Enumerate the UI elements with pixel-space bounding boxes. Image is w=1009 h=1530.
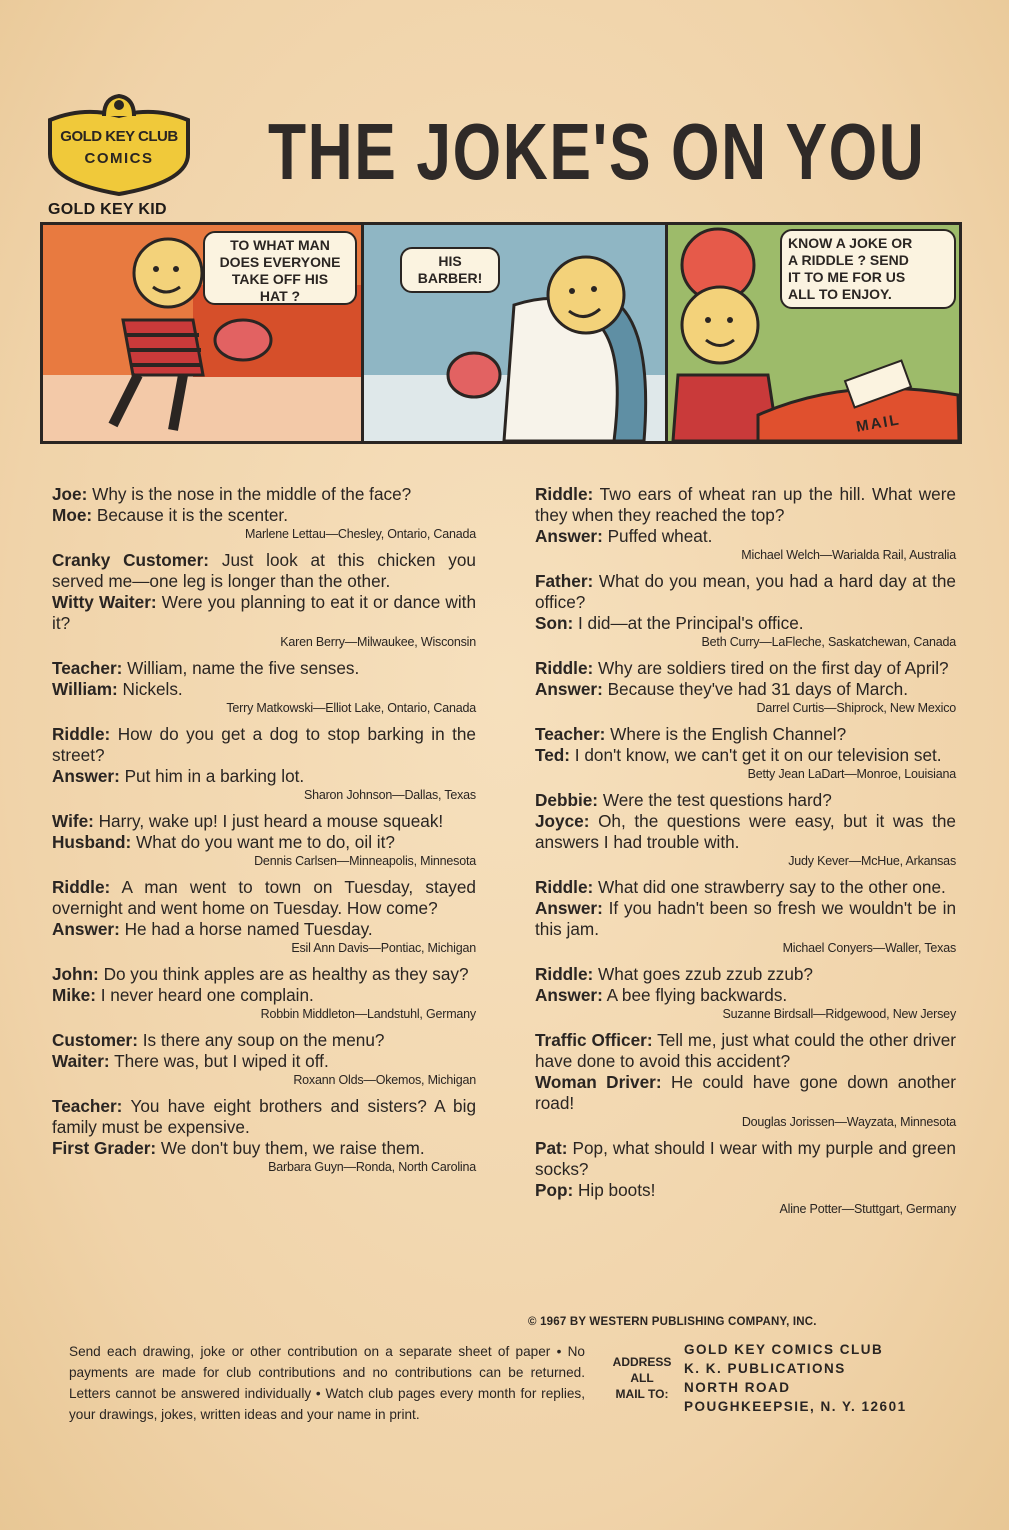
speaker-label: Witty Waiter: <box>52 592 157 612</box>
contributor-credit: Karen Berry—Milwaukee, Wisconsin <box>280 635 476 649</box>
jokes-column-left <box>52 484 476 1183</box>
address-line: K. K. PUBLICATIONS <box>684 1361 846 1376</box>
address-label-line: MAIL TO: <box>615 1387 669 1401</box>
joke-line <box>52 658 476 679</box>
address-line: GOLD KEY COMICS CLUB <box>684 1342 884 1357</box>
speaker-label: Riddle: <box>535 964 594 984</box>
joke-text: Oh, the questions were easy, but it was the answers I had trouble with. <box>535 811 956 852</box>
joke-line <box>52 964 476 985</box>
speaker-label: Ted: <box>535 745 571 765</box>
speaker-label: Answer: <box>535 679 603 699</box>
joke-entry <box>535 1030 956 1130</box>
joke-line <box>52 985 476 1006</box>
joke-text: I don't know, we can't get it on our television set. <box>574 745 942 765</box>
joke-line <box>535 877 956 898</box>
joke-line <box>535 964 956 985</box>
joke-line <box>52 505 476 526</box>
joke-line <box>52 484 476 505</box>
address-line: NORTH ROAD <box>684 1380 791 1395</box>
speaker-label: Waiter: <box>52 1051 110 1071</box>
joke-text: He could have gone down another road! <box>535 1072 957 1113</box>
speaker-label: Cranky Customer: <box>52 550 210 570</box>
joke-text: Is there any soup on the menu? <box>142 1030 385 1050</box>
speaker-label: Father: <box>535 571 594 591</box>
joke-text: How do you get a dog to stop barking in the street? <box>52 724 476 765</box>
contributor-credit: Michael Welch—Warialda Rail, Australia <box>741 548 956 562</box>
joke-text: What do you want me to do, oil it? <box>136 832 395 852</box>
mailbox-label: MAIL <box>854 411 902 436</box>
joke-entry <box>535 1138 956 1217</box>
speaker-label: Riddle: <box>52 724 111 744</box>
joke-text: There was, but I wiped it off. <box>114 1051 329 1071</box>
joke-entry <box>52 550 476 650</box>
speaker-label: Answer: <box>52 766 120 786</box>
speaker-label: Answer: <box>535 526 603 546</box>
joke-entry <box>52 811 476 869</box>
contributor-credit: Terry Matkowski—Elliot Lake, Ontario, Canada <box>226 701 476 715</box>
speaker-label: Traffic Officer: <box>535 1030 653 1050</box>
joke-text: I did—at the Principal's office. <box>577 613 804 633</box>
speaker-label: Answer: <box>535 898 603 918</box>
contributor-credit: Esil Ann Davis—Pontiac, Michigan <box>291 941 476 955</box>
comic-panel-3 <box>668 225 959 441</box>
joke-text: Why are soldiers tired on the first day of April? <box>598 658 949 678</box>
speaker-label: Son: <box>535 613 574 633</box>
speaker-label: Mike: <box>52 985 96 1005</box>
submission-instructions: Send each drawing, joke or other contribution on a separate sheet of paper • No payments are made for club contributions and no contributions can be returned. Letters cannot be answered individually • Watch club pages every month for replies, your drawings, jokes, written ideas and your name in print. <box>69 1344 585 1422</box>
speaker-label: Answer: <box>52 919 120 939</box>
speaker-label: First Grader: <box>52 1138 157 1158</box>
copyright-notice: © 1967 BY WESTERN PUBLISHING COMPANY, INC. <box>528 1316 817 1328</box>
contributor-credit: Barbara Guyn—Ronda, North Carolina <box>268 1160 476 1174</box>
joke-line <box>52 832 476 853</box>
speaker-label: John: <box>52 964 99 984</box>
joke-text: Why is the nose in the middle of the face? <box>92 484 412 504</box>
joke-line <box>52 679 476 700</box>
joke-text: Two ears of wheat ran up the hill. What were they when they reached the top? <box>535 484 956 525</box>
speaker-label: Husband: <box>52 832 132 852</box>
logo-bottom-text: COMICS <box>84 150 154 167</box>
joke-line <box>52 724 476 766</box>
speaker-label: Answer: <box>535 985 603 1005</box>
joke-line <box>535 658 956 679</box>
address-label <box>607 1354 677 1402</box>
joke-entry <box>52 877 476 956</box>
joke-text: What goes zzub zzub zzub? <box>598 964 813 984</box>
speaker-label: Riddle: <box>535 658 594 678</box>
joke-text: He had a horse named Tuesday. <box>124 919 373 939</box>
joke-line <box>535 679 956 700</box>
joke-line <box>535 898 956 940</box>
joke-text: Where is the English Channel? <box>610 724 847 744</box>
logo-top-text: GOLD KEY CLUB <box>60 128 178 145</box>
joke-text: I never heard one complain. <box>100 985 314 1005</box>
joke-entry <box>535 964 956 1022</box>
joke-text: Hip boots! <box>577 1180 656 1200</box>
joke-entry <box>535 877 956 956</box>
speaker-label: Moe: <box>52 505 93 525</box>
joke-entry <box>52 1030 476 1088</box>
speaker-label: Woman Driver: <box>535 1072 662 1092</box>
joke-entry <box>52 1096 476 1175</box>
page-title: THE JOKE'S ON YOU <box>268 107 926 196</box>
joke-entry <box>52 484 476 542</box>
speaker-label: Wife: <box>52 811 94 831</box>
speaker-label: Debbie: <box>535 790 599 810</box>
joke-text: Put him in a barking lot. <box>124 766 305 786</box>
joke-line <box>52 919 476 940</box>
joke-line <box>52 592 476 634</box>
comic-strip <box>40 222 962 444</box>
joke-line <box>535 526 956 547</box>
joke-text: Because they've had 31 days of March. <box>607 679 909 699</box>
contributor-credit: Aline Potter—Stuttgart, Germany <box>779 1202 956 1216</box>
speaker-label: Joyce: <box>535 811 590 831</box>
speech-bubble-answer: HIS BARBER! <box>400 247 500 293</box>
address-line: POUGHKEEPSIE, N. Y. 12601 <box>684 1399 907 1414</box>
joke-entry <box>535 724 956 782</box>
joke-entry <box>52 658 476 716</box>
joke-text: Tell me, just what could the other driver have done to avoid this accident? <box>535 1030 956 1071</box>
joke-line <box>52 1051 476 1072</box>
joke-text: Harry, wake up! I just heard a mouse squeak! <box>98 811 444 831</box>
speaker-label: Joe: <box>52 484 88 504</box>
joke-text: You have eight brothers and sisters? A big family must be expensive. <box>52 1096 476 1137</box>
joke-text: Because it is the scenter. <box>96 505 288 525</box>
speech-bubble-invite: KNOW A JOKE OR A RIDDLE ? SEND IT TO ME FOR US ALL TO ENJOY. <box>780 229 956 309</box>
contributor-credit: Darrel Curtis—Shiprock, New Mexico <box>756 701 956 715</box>
mailing-address <box>684 1340 907 1416</box>
joke-text: William, name the five senses. <box>127 658 360 678</box>
joke-text: A man went to town on Tuesday, stayed overnight and went home on Tuesday. How come? <box>52 877 476 918</box>
joke-text: Were you planning to eat it or dance with it? <box>52 592 477 633</box>
joke-line <box>535 1180 956 1201</box>
contributor-credit: Judy Kever—McHue, Arkansas <box>788 854 956 868</box>
shield-key-icon <box>44 92 194 202</box>
address-label-line: ADDRESS <box>612 1355 672 1369</box>
joke-line <box>535 613 956 634</box>
speaker-label: William: <box>52 679 118 699</box>
joke-text: Nickels. <box>122 679 183 699</box>
speaker-label: Pop: <box>535 1180 574 1200</box>
joke-line <box>52 1138 476 1159</box>
speaker-label: Pat: <box>535 1138 568 1158</box>
speaker-label: Riddle: <box>535 484 594 504</box>
joke-line <box>535 571 956 613</box>
joke-line <box>535 724 956 745</box>
joke-text: If you hadn't been so fresh we wouldn't be in this jam. <box>535 898 956 939</box>
joke-text: What did one strawberry say to the other one. <box>598 877 946 897</box>
joke-text: Just look at this chicken you served me—one leg is longer than the other. <box>52 550 476 591</box>
joke-line <box>535 811 956 853</box>
joke-line <box>52 811 476 832</box>
contributor-credit: Suzanne Birdsall—Ridgewood, New Jersey <box>722 1007 956 1021</box>
joke-text: Puffed wheat. <box>607 526 713 546</box>
gold-key-club-logo <box>44 92 194 202</box>
joke-line <box>535 1072 956 1114</box>
joke-line <box>535 790 956 811</box>
jokes-column-right <box>535 484 956 1225</box>
joke-entry <box>52 724 476 803</box>
joke-text: Pop, what should I wear with my purple and green socks? <box>535 1138 956 1179</box>
joke-line <box>535 484 956 526</box>
comic-panel-1 <box>43 225 361 441</box>
contributor-credit: Sharon Johnson—Dallas, Texas <box>303 788 476 802</box>
contributor-credit: Marlene Lettau—Chesley, Ontario, Canada <box>245 527 476 541</box>
contributor-credit: Dennis Carlsen—Minneapolis, Minnesota <box>254 854 476 868</box>
gold-key-kid-label: GOLD KEY KID <box>48 201 167 218</box>
contributor-credit: Beth Curry—LaFleche, Saskatchewan, Canada <box>701 635 956 649</box>
joke-line <box>535 1030 956 1072</box>
joke-entry <box>535 484 956 563</box>
speaker-label: Riddle: <box>535 877 594 897</box>
joke-entry <box>535 790 956 869</box>
speaker-label: Teacher: <box>535 724 606 744</box>
contributor-credit: Robbin Middleton—Landstuhl, Germany <box>260 1007 476 1021</box>
speaker-label: Teacher: <box>52 658 123 678</box>
joke-line <box>52 1030 476 1051</box>
joke-line <box>535 985 956 1006</box>
speaker-label: Customer: <box>52 1030 138 1050</box>
joke-entry <box>535 571 956 650</box>
comic-panel-2 <box>364 225 665 441</box>
contributor-credit: Douglas Jorissen—Wayzata, Minnesota <box>741 1115 956 1129</box>
speaker-label: Teacher: <box>52 1096 123 1116</box>
joke-text: Were the test questions hard? <box>602 790 832 810</box>
joke-line <box>535 1138 956 1180</box>
contributor-credit: Betty Jean LaDart—Monroe, Louisiana <box>747 767 956 781</box>
speaker-label: Riddle: <box>52 877 111 897</box>
joke-line <box>535 745 956 766</box>
joke-text: What do you mean, you had a hard day at the office? <box>535 571 956 612</box>
joke-text: A bee flying backwards. <box>606 985 788 1005</box>
joke-line <box>52 877 476 919</box>
joke-line <box>52 766 476 787</box>
speech-bubble-question: TO WHAT MAN DOES EVERYONE TAKE OFF HIS HAT ? <box>203 231 357 305</box>
contributor-credit: Roxann Olds—Okemos, Michigan <box>293 1073 476 1087</box>
joke-text: We don't buy them, we raise them. <box>160 1138 425 1158</box>
contributor-credit: Michael Conyers—Waller, Texas <box>782 941 956 955</box>
joke-entry <box>52 964 476 1022</box>
joke-text: Do you think apples are as healthy as they say? <box>103 964 469 984</box>
joke-line <box>52 1096 476 1138</box>
joke-line <box>52 550 476 592</box>
joke-entry <box>535 658 956 716</box>
address-label-line: ALL <box>630 1371 654 1385</box>
